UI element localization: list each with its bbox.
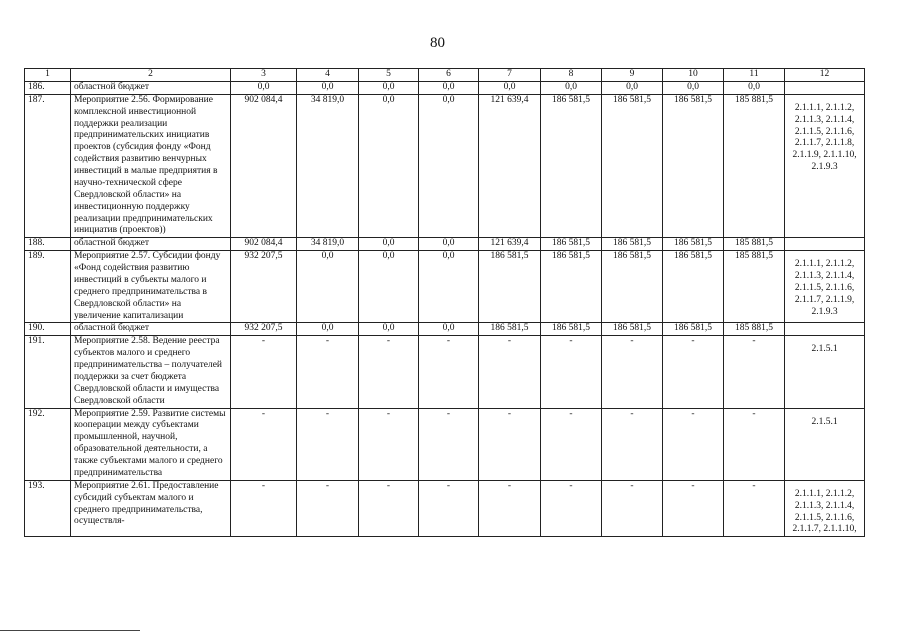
value-cell: - <box>663 336 724 408</box>
budget-row <box>25 323 865 336</box>
value-cell: - <box>297 480 359 537</box>
column-number: 5 <box>359 69 419 82</box>
value-cell: 0,0 <box>359 94 419 238</box>
value-cell: - <box>479 480 541 537</box>
row-name: областной бюджет <box>71 323 231 336</box>
value-cell: 185 881,5 <box>724 251 785 323</box>
value-cell: - <box>419 336 479 408</box>
column-number: 9 <box>602 69 663 82</box>
column-number-row <box>25 69 865 82</box>
value-cell: 186 581,5 <box>479 323 541 336</box>
value-cell: 0,0 <box>479 81 541 94</box>
value-cell: 0,0 <box>297 323 359 336</box>
value-cell: 0,0 <box>231 81 297 94</box>
value-cell: 186 581,5 <box>541 94 602 238</box>
column-number: 8 <box>541 69 602 82</box>
row-name: областной бюджет <box>71 238 231 251</box>
value-cell: 186 581,5 <box>663 251 724 323</box>
row-number: 186. <box>25 81 71 94</box>
value-cell: 902 084,4 <box>231 238 297 251</box>
value-cell: 0,0 <box>359 238 419 251</box>
value-cell: - <box>359 336 419 408</box>
row-number: 193. <box>25 480 71 537</box>
measure-row <box>25 94 865 238</box>
value-cell: - <box>231 480 297 537</box>
value-cell: 34 819,0 <box>297 94 359 238</box>
row-name: Мероприятие 2.61. Предоставление субсидий субъектам малого и среднего предпринимательства, осуществля- <box>71 480 231 537</box>
row-number: 190. <box>25 323 71 336</box>
value-cell: - <box>541 336 602 408</box>
target-codes: 2.1.1.1, 2.1.1.2, 2.1.1.3, 2.1.1.4, 2.1.1.5, 2.1.1.6, 2.1.1.7, 2.1.1.10, <box>785 480 865 537</box>
value-cell: 186 581,5 <box>602 251 663 323</box>
value-cell: 0,0 <box>663 81 724 94</box>
measure-row <box>25 408 865 480</box>
value-cell: - <box>602 408 663 480</box>
value-cell: 185 881,5 <box>724 323 785 336</box>
column-number: 11 <box>724 69 785 82</box>
value-cell: - <box>297 336 359 408</box>
target-codes: 2.1.1.1, 2.1.1.2, 2.1.1.3, 2.1.1.4, 2.1.1.5, 2.1.1.6, 2.1.1.7, 2.1.1.9, 2.1.9.3 <box>785 251 865 323</box>
value-cell: - <box>419 408 479 480</box>
value-cell: 932 207,5 <box>231 251 297 323</box>
row-number: 187. <box>25 94 71 238</box>
column-number: 1 <box>25 69 71 82</box>
row-name: Мероприятие 2.59. Развитие системы кооперации между субъектами промышленной, научной, образовательной деятельности, а также субъектами малого и среднего предпринимательства <box>71 408 231 480</box>
column-number: 10 <box>663 69 724 82</box>
value-cell: 0,0 <box>419 81 479 94</box>
value-cell: 121 639,4 <box>479 94 541 238</box>
column-number: 2 <box>71 69 231 82</box>
row-number: 192. <box>25 408 71 480</box>
value-cell: - <box>359 480 419 537</box>
value-cell: 0,0 <box>541 81 602 94</box>
value-cell: 186 581,5 <box>602 238 663 251</box>
value-cell: 0,0 <box>419 323 479 336</box>
measure-row <box>25 480 865 537</box>
value-cell: 0,0 <box>297 251 359 323</box>
value-cell: 186 581,5 <box>602 323 663 336</box>
target-codes: 2.1.1.1, 2.1.1.2, 2.1.1.3, 2.1.1.4, 2.1.1.5, 2.1.1.6, 2.1.1.7, 2.1.1.8, 2.1.1.9, 2.1.1.10, 2.1.9.3 <box>785 94 865 238</box>
value-cell: 0,0 <box>419 251 479 323</box>
value-cell: 186 581,5 <box>602 94 663 238</box>
value-cell: - <box>724 408 785 480</box>
value-cell: - <box>541 480 602 537</box>
value-cell: - <box>479 336 541 408</box>
value-cell: 186 581,5 <box>541 238 602 251</box>
budget-row <box>25 238 865 251</box>
value-cell: 185 881,5 <box>724 238 785 251</box>
value-cell: 121 639,4 <box>479 238 541 251</box>
budget-row <box>25 81 865 94</box>
target-codes: 2.1.5.1 <box>785 336 865 408</box>
value-cell: 0,0 <box>602 81 663 94</box>
target-codes <box>785 81 865 94</box>
row-name: Мероприятие 2.57. Субсидии фонду «Фонд содействия развитию инвестиций в субъекты малого и среднего предпринимательства в Свердловской области» на увеличение капитализации <box>71 251 231 323</box>
value-cell: 186 581,5 <box>479 251 541 323</box>
row-number: 189. <box>25 251 71 323</box>
column-number: 6 <box>419 69 479 82</box>
value-cell: 186 581,5 <box>541 323 602 336</box>
value-cell: - <box>231 336 297 408</box>
value-cell: - <box>602 336 663 408</box>
value-cell: - <box>541 408 602 480</box>
value-cell: - <box>359 408 419 480</box>
row-name: областной бюджет <box>71 81 231 94</box>
value-cell: 932 207,5 <box>231 323 297 336</box>
column-number: 4 <box>297 69 359 82</box>
value-cell: 186 581,5 <box>663 323 724 336</box>
row-name: Мероприятие 2.58. Ведение реестра субъектов малого и среднего предпринимательства – получателей поддержки за счет бюджета Свердловской области и имущества Свердловской области <box>71 336 231 408</box>
value-cell: 186 581,5 <box>541 251 602 323</box>
value-cell: 186 581,5 <box>663 238 724 251</box>
value-cell: 0,0 <box>359 81 419 94</box>
value-cell: 0,0 <box>297 81 359 94</box>
value-cell: - <box>297 408 359 480</box>
value-cell: - <box>663 480 724 537</box>
value-cell: 0,0 <box>419 238 479 251</box>
value-cell: 0,0 <box>724 81 785 94</box>
program-measures-table <box>24 68 865 537</box>
value-cell: - <box>724 480 785 537</box>
measure-row <box>25 336 865 408</box>
row-name: Мероприятие 2.56. Формирование комплексной инвестиционной поддержки реализации предпринимательских инициатив проектов (субсидия фонду «Фонд содействия развитию венчурных инвестиций в малые предприятия в научно-технической сфере Свердловской области» на инвестиционную поддержку реализации предпринимательских инициатив (проектов)) <box>71 94 231 238</box>
value-cell: 0,0 <box>359 251 419 323</box>
page-bottom-rule <box>0 630 140 631</box>
target-codes: 2.1.5.1 <box>785 408 865 480</box>
column-number: 12 <box>785 69 865 82</box>
value-cell: 0,0 <box>419 94 479 238</box>
value-cell: - <box>724 336 785 408</box>
value-cell: 186 581,5 <box>663 94 724 238</box>
value-cell: 185 881,5 <box>724 94 785 238</box>
page-number: 80 <box>430 35 445 51</box>
value-cell: - <box>419 480 479 537</box>
measure-row <box>25 251 865 323</box>
column-number: 7 <box>479 69 541 82</box>
value-cell: - <box>479 408 541 480</box>
row-number: 188. <box>25 238 71 251</box>
column-number: 3 <box>231 69 297 82</box>
value-cell: - <box>602 480 663 537</box>
target-codes <box>785 238 865 251</box>
row-number: 191. <box>25 336 71 408</box>
value-cell: 34 819,0 <box>297 238 359 251</box>
value-cell: 0,0 <box>359 323 419 336</box>
target-codes <box>785 323 865 336</box>
value-cell: - <box>231 408 297 480</box>
value-cell: 902 084,4 <box>231 94 297 238</box>
value-cell: - <box>663 408 724 480</box>
